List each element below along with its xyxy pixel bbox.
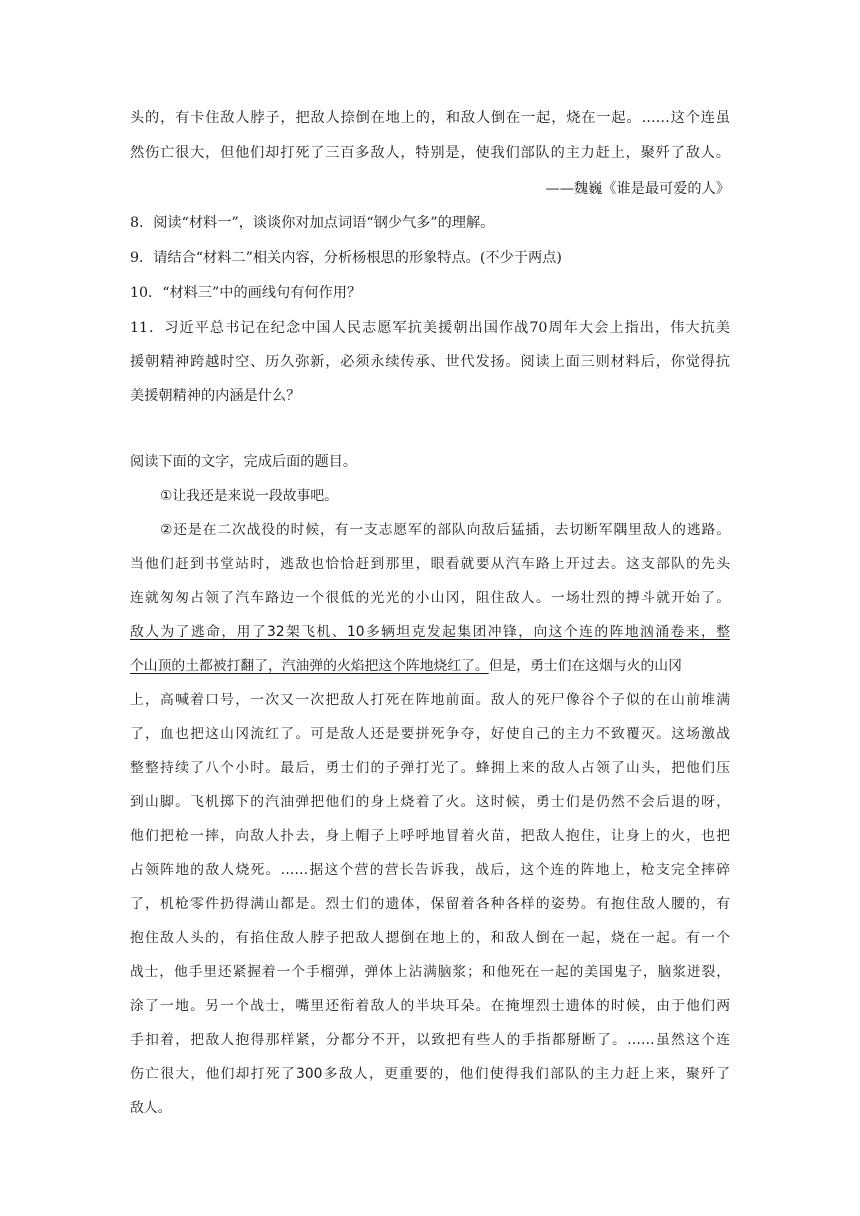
- question-11-line-3: 美援朝精神的内涵是什么？: [130, 388, 301, 404]
- material3-source: ——魏巍《谁是最可爱的人》: [545, 181, 730, 197]
- question-9: 9．请结合“材料二”相关内容，分析杨根思的形象特点。(不少于两点): [130, 250, 562, 266]
- reading-instruction: 阅读下面的文字，完成后面的题目。: [130, 454, 358, 470]
- paragraph-2-line-7: 了，血也把这山冈流红了。可是敌人还是要拼死争夺，好使自己的主力不致覆灭。这场激战: [130, 726, 730, 742]
- question-11-line-1: 11．习近平总书记在纪念中国人民志愿军抗美援朝出国作战70周年大会上指出，伟大抗美: [130, 320, 730, 336]
- paragraph-2-line-10: 他们把枪一摔，向敌人扑去，身上帽子上呼呼地冒着火苗，把敌人抱住，让身上的火，也把: [130, 828, 730, 844]
- paragraph-2-line-1: ②还是在二次战役的时候，有一支志愿军的部队向敌后猛插，去切断军隅里敌人的逃路。: [160, 522, 730, 538]
- question-8: 8．阅读“材料一”，谈谈你对加点词语“钢少气多”的理解。: [130, 215, 495, 231]
- question-11-line-2: 援朝精神跨越时空、历久弥新，必须永续传承、世代发扬。阅读上面三则材料后，你觉得抗: [130, 354, 730, 370]
- paragraph-2-line-14: 战士，他手里还紧握着一个手榴弹，弹体上沾满脑浆；和他死在一起的美国鬼子，脑浆迸裂，: [130, 964, 730, 980]
- underlined-sentence-line-1: 敌人为了逃命，用了32架飞机、10多辆坦克发起集团冲锋，向这个连的阵地汹涌卷来，整: [130, 624, 730, 640]
- paragraph-2-line-16: 手扣着，把敌人抱得那样紧，分都分不开，以致把有些人的手指都掰断了。……虽然这个连: [130, 1032, 730, 1048]
- underlined-sentence-line-2: 个山顶的土都被打翻了，汽油弹的火焰把这个阵地烧红了。: [130, 658, 489, 674]
- material3-line-2: 然伤亡很大，但他们却打死了三百多敌人，特别是，使我们部队的主力赶上，聚歼了敌人。: [130, 145, 730, 161]
- question-10: 10．“材料三”中的画线句有何作用？: [130, 285, 362, 301]
- paragraph-2-line-17: 伤亡很大，他们却打死了300多敌人，更重要的，他们使得我们部队的主力赶上来，聚歼了: [130, 1066, 730, 1082]
- paragraph-2-line-8: 整整持续了八个小时。最后，勇士们的子弹打光了。蜂拥上来的敌人占领了山头，把他们压: [130, 760, 730, 776]
- material3-line-1: 头的，有卡住敌人脖子，把敌人捺倒在地上的，和敌人倒在一起，烧在一起。……这个连虽: [130, 110, 730, 126]
- paragraph-2-line-5: [130, 656, 730, 676]
- paragraph-1: ①让我还是来说一段故事吧。: [160, 488, 338, 504]
- paragraph-2-line-18: 敌人。: [130, 1100, 172, 1116]
- paragraph-2-line-3: 连就匆匆占领了汽车路边一个很低的光光的小山冈，阻住敌人。一场壮烈的搏斗就开始了。: [130, 590, 730, 606]
- paragraph-2-line-6: 上，高喊着口号，一次又一次把敌人打死在阵地前面。敌人的死尸像谷个子似的在山前堆满: [130, 692, 730, 708]
- paragraph-2-line-5-rest: 但是，勇士们在这烟与火的山冈: [488, 658, 682, 674]
- paragraph-2-line-15: 涂了一地。另一个战士，嘴里还衔着敌人的半块耳朵。在掩埋烈士遗体的时候，由于他们两: [130, 998, 730, 1014]
- paragraph-2-line-11: 占领阵地的敌人烧死。……据这个营的营长告诉我，战后，这个连的阵地上，枪支完全摔碎: [130, 862, 730, 878]
- paragraph-2-line-13: 抱住敌人头的，有掐住敌人脖子把敌人摁倒在地上的，和敌人倒在一起，烧在一起。有一个: [130, 930, 730, 946]
- paragraph-2-line-2: 当他们赶到书堂站时，逃敌也恰恰赶到那里，眼看就要从汽车路上开过去。这支部队的先头: [130, 556, 730, 572]
- paragraph-2-line-12: 了，机枪零件扔得满山都是。烈士们的遗体，保留着各种各样的姿势。有抱住敌人腰的，有: [130, 896, 730, 912]
- paragraph-2-line-9: 到山脚。飞机掷下的汽油弹把他们的身上烧着了火。这时候，勇士们是仍然不会后退的呀，: [130, 794, 730, 810]
